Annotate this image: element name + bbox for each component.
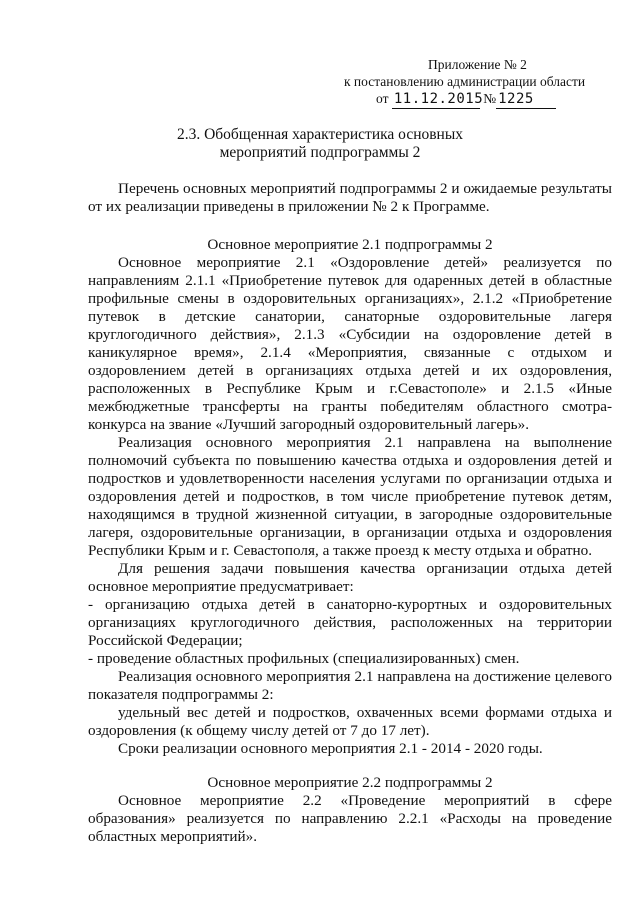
appendix-number: Приложение № 2 [428,57,527,72]
measure-2-1-paragraph-2: Реализация основного мероприятия 2.1 направлена на выполнение полномочий субъекта по повышению качества отдыха и оздоровления детей и подростков и удовлетворенности населения услугами по организации отдыха и оздоровления детей и подростков, в том числе приобретение путевок детям, находящимся в трудной жизненной ситуации, в загородные оздоровительные лагеря, оздоровительные организации, в организации отдыха и оздоровления Республики Крым и г. Севастополя, а также проезд к месту отдыха и обратно. [88,434,612,559]
list-item: - проведение областных профильных (специализированных) смен. [88,650,520,667]
appendix-date-line [340,90,600,109]
number-prefix: № [483,91,497,106]
list-item: - организацию отдыха детей в санаторно-курортных и оздоровительных организациях круглогодичного действия, расположенных на территории Российской Федерации; [88,596,612,649]
resolution-number: 1225 [496,91,556,109]
measure-2-1-paragraph-5: удельный вес детей и подростков, охваченных всеми формами отдыха и оздоровления (к общему числу детей от 7 до 17 лет). [88,704,612,739]
appendix-header [340,56,600,109]
document-body [88,180,612,846]
intro-paragraph: Перечень основных мероприятий подпрограммы 2 и ожидаемые результаты от их реализации приведены в приложении № 2 к Программе. [88,180,612,215]
date-prefix: от [376,91,389,106]
appendix-reference: к постановлению администрации области [344,74,586,89]
measure-2-1-paragraph-4: Реализация основного мероприятия 2.1 направлена на достижение целевого показателя подпрограммы 2: [88,668,612,703]
measure-2-2-paragraph-1: Основное мероприятие 2.2 «Проведение мероприятий в сфере образования» реализуется по направлению 2.2.1 «Расходы на проведение областных мероприятий». [88,792,612,845]
measure-2-1-heading: Основное мероприятие 2.1 подпрограммы 2 [207,236,493,253]
measure-2-1-paragraph-3: Для решения задачи повышения качества организации отдыха детей основное мероприятие предусматривает: [88,560,612,595]
measure-2-1-paragraph-1: Основное мероприятие 2.1 «Оздоровление детей» реализуется по направлениям 2.1.1 «Приобретение путевок для одаренных детей в областные профильные смены в оздоровительных организациях», 2.1.2 «Приобретение путевок в детские санатории, санаторные оздоровительные лагеря круглогодичного действия», 2.1.3 «Субсидии на оздоровление детей в каникулярное время», 2.1.4 «Мероприятия, связанные с отдыхом и оздоровлением детей в организациях отдыха детей и их оздоровления, расположенных в Республике Крым и г.Севастополе» и 2.1.5 «Иные межбюджетные трансферты на гранты победителям областного смотра-конкурса на звание «Лучший загородный оздоровительный лагерь». [88,254,612,433]
section-title-line1: 2.3. Обобщенная характеристика основных [176,126,464,143]
measure-2-2-heading: Основное мероприятие 2.2 подпрограммы 2 [207,774,493,791]
measure-2-1-paragraph-6: Сроки реализации основного мероприятия 2.1 - 2014 - 2020 годы. [118,740,543,757]
section-title-line2: мероприятий подпрограммы 2 [219,144,421,161]
resolution-date: 11.12.2015 [393,91,484,107]
section-title [0,126,640,162]
